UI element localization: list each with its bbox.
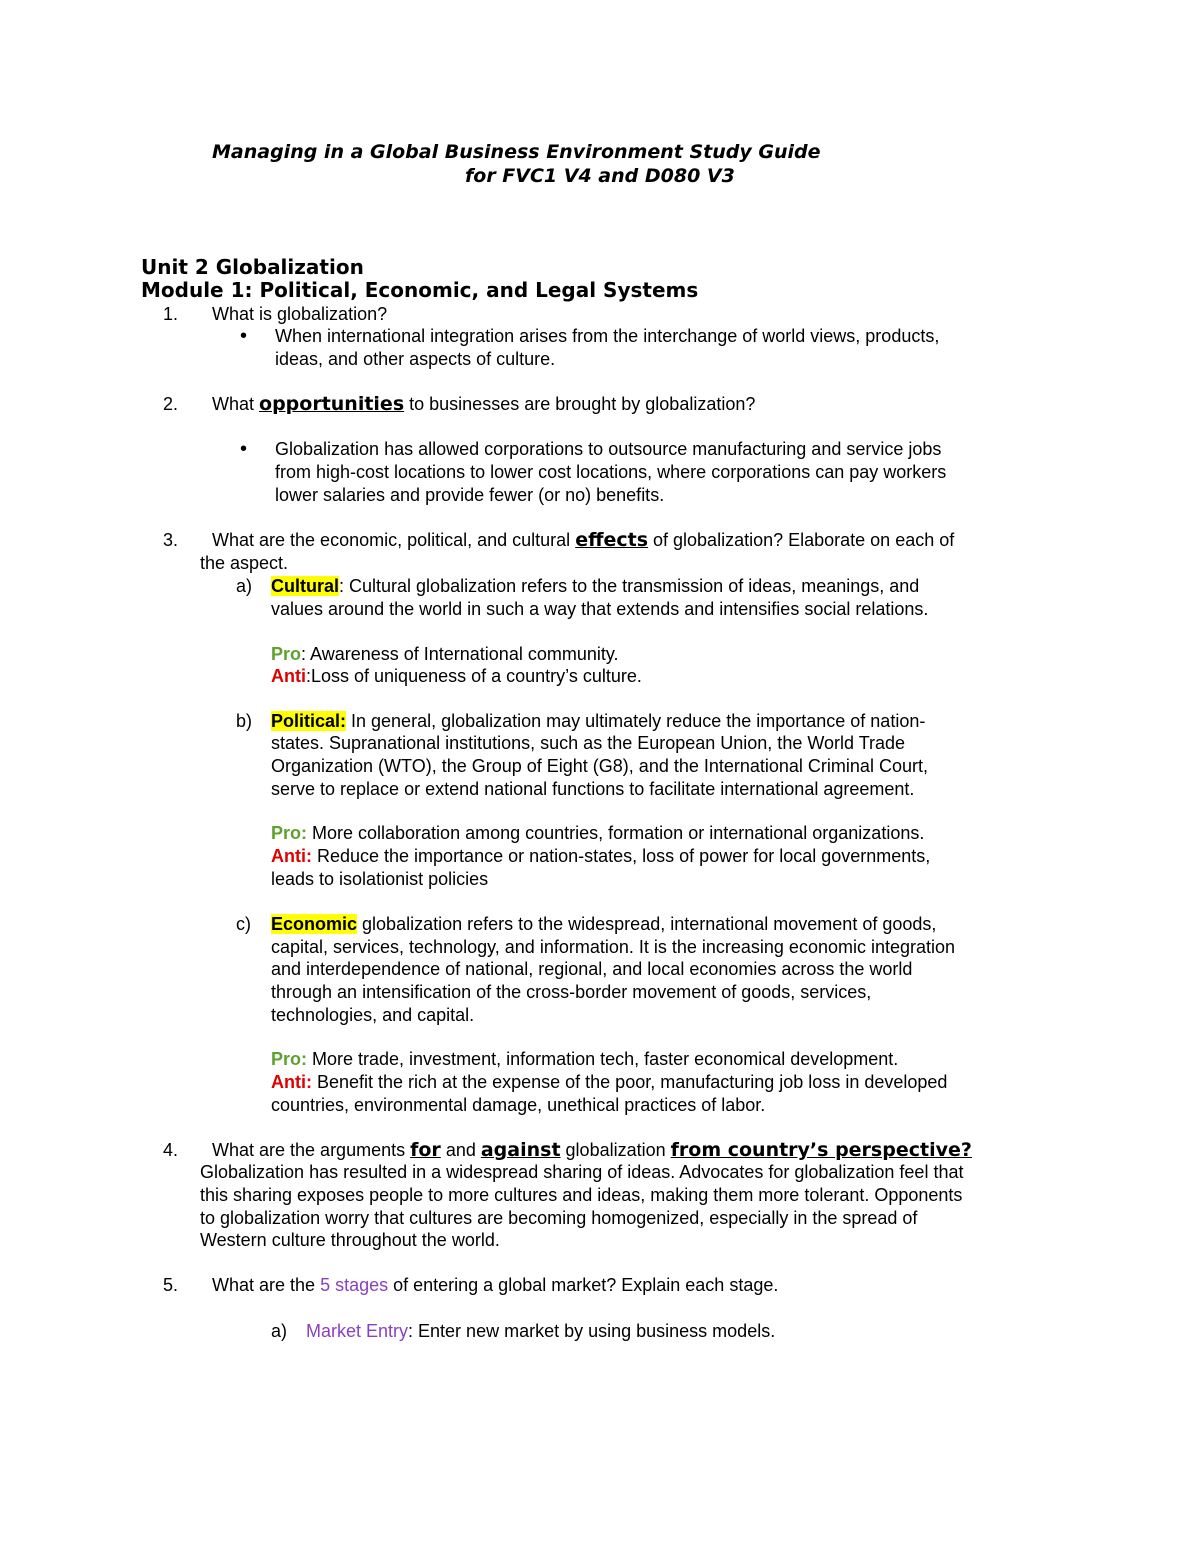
q3a-pro-text: : Awareness of International community. <box>301 644 619 664</box>
q3a-pro-label: Pro <box>271 644 302 664</box>
q3b-line3: Organization (WTO), the Group of Eight (G8), and the International Criminal Court, <box>271 756 928 776</box>
q4-answer-line1: Globalization has resulted in a widespread sharing of ideas. Advocates for globalization feel that <box>200 1162 964 1182</box>
q3b-text: In general, globalization may ultimately reduce the importance of nation- <box>346 711 926 731</box>
q2-answer-line3: lower salaries and provide fewer (or no) benefits. <box>275 485 665 505</box>
q4-answer-line2: this sharing exposes people to more cultures and ideas, making them more tolerant. Opponents <box>200 1185 963 1205</box>
q3c-anti <box>271 1071 947 1093</box>
q3c-pro-text: More trade, investment, information tech, faster economical development. <box>307 1049 899 1069</box>
q3c-pro-label: Pro: <box>271 1049 307 1069</box>
q4-question-mid2: globalization <box>560 1140 671 1160</box>
unit-heading: Unit 2 Globalization <box>141 255 364 279</box>
q5-number: 5. <box>163 1275 179 1295</box>
q3b-anti-label: Anti: <box>271 846 312 866</box>
q3b-anti-line2: leads to isolationist policies <box>271 869 489 889</box>
q4-answer-line3: to globalization worry that cultures are becoming homogenized, especially in the spread of <box>200 1208 918 1228</box>
q2-answer-line1: Globalization has allowed corporations to outsource manufacturing and service jobs <box>275 439 942 459</box>
q3c-label-economic: Economic <box>271 914 358 934</box>
q3c-line5: technologies, and capital. <box>271 1005 475 1025</box>
q3b-label-political: Political: <box>271 711 347 731</box>
q3a-label-cultural: Cultural <box>271 576 340 596</box>
q4-answer-line4: Western culture throughout the world. <box>200 1230 500 1250</box>
q3a-anti <box>271 665 642 687</box>
q5a-line <box>306 1320 775 1342</box>
q3b-pro-label: Pro: <box>271 823 307 843</box>
doc-title-line1: Managing in a Global Business Environment Study Guide <box>212 141 821 163</box>
q3a-text: : Cultural globalization refers to the transmission of ideas, meanings, and <box>339 576 920 596</box>
q1-bullet: • <box>240 325 248 347</box>
q3-question-post: of globalization? Elaborate on each of <box>648 530 955 550</box>
q5-keyword: 5 stages <box>320 1275 389 1295</box>
q3a-line1 <box>271 575 919 597</box>
q5a-marker: a) <box>271 1321 288 1341</box>
q5a-text: : Enter new market by using business models. <box>408 1321 776 1341</box>
q4-keyword-perspective: from country’s perspective? <box>670 1139 972 1161</box>
q3b-line4: serve to replace or extend national functions to facilitate international agreement. <box>271 779 915 799</box>
q3a-anti-label: Anti <box>271 666 306 686</box>
q2-question-pre: What <box>212 394 260 414</box>
q1-answer-line2: ideas, and other aspects of culture. <box>275 349 556 369</box>
doc-title-line2: for FVC1 V4 and D080 V3 <box>465 165 735 187</box>
module-heading: Module 1: Political, Economic, and Legal Systems <box>141 278 699 302</box>
q2-bullet: • <box>240 438 248 460</box>
q3b-pro <box>271 822 924 844</box>
q2-question-post: to businesses are brought by globalization? <box>404 394 756 414</box>
q3-question-line2: the aspect. <box>200 553 289 573</box>
q3c-pro <box>271 1048 898 1070</box>
q3a-marker: a) <box>236 576 253 596</box>
q1-question: What is globalization? <box>212 304 388 324</box>
q3-number: 3. <box>163 530 179 550</box>
q3c-marker: c) <box>236 914 251 934</box>
q3c-anti-line2: countries, environmental damage, unethical practices of labor. <box>271 1095 766 1115</box>
q4-question-mid: and <box>440 1140 481 1160</box>
q4-question <box>212 1139 972 1161</box>
q4-number: 4. <box>163 1140 179 1160</box>
q2-question <box>212 393 755 415</box>
q3-question-pre: What are the economic, political, and cultural <box>212 530 576 550</box>
q3c-text: globalization refers to the widespread, international movement of goods, <box>357 914 937 934</box>
q3c-line3: and interdependence of national, regional, and local economies across the world <box>271 959 913 979</box>
q4-keyword-for: for <box>410 1139 441 1161</box>
q2-answer-line2: from high-cost locations to lower cost locations, where corporations can pay workers <box>275 462 947 482</box>
q3b-pro-text: More collaboration among countries, formation or international organizations. <box>307 823 925 843</box>
q1-answer-line1: When international integration arises from the interchange of world views, products, <box>275 326 940 346</box>
q3a-line2: values around the world in such a way that extends and intensifies social relations. <box>271 599 929 619</box>
q3c-line2: capital, services, technology, and information. It is the increasing economic integration <box>271 937 956 957</box>
q3b-anti <box>271 845 930 867</box>
q4-keyword-against: against <box>480 1139 561 1161</box>
q4-question-pre: What are the arguments <box>212 1140 411 1160</box>
q2-number: 2. <box>163 394 179 414</box>
q3c-anti-label: Anti: <box>271 1072 312 1092</box>
q5-question <box>212 1274 778 1296</box>
q5a-label: Market Entry <box>306 1321 409 1341</box>
q3-question <box>212 529 954 551</box>
q3b-line1 <box>271 710 925 732</box>
q3a-anti-text: :Loss of uniqueness of a country’s culture. <box>306 666 642 686</box>
q2-keyword: opportunities <box>259 393 405 415</box>
q5-question-pre: What are the <box>212 1275 321 1295</box>
q3c-anti-text: Benefit the rich at the expense of the poor, manufacturing job loss in developed <box>311 1072 948 1092</box>
q3-keyword: effects <box>575 529 649 551</box>
q1-number: 1. <box>163 304 179 324</box>
q3b-marker: b) <box>236 711 253 731</box>
q3c-line1 <box>271 913 936 935</box>
q3a-pro <box>271 643 619 665</box>
q3b-anti-text: Reduce the importance or nation-states, loss of power for local governments, <box>311 846 931 866</box>
q5-question-post: of entering a global market? Explain each stage. <box>388 1275 779 1295</box>
q3b-line2: states. Supranational institutions, such as the European Union, the World Trade <box>271 733 906 753</box>
q3c-line4: through an intensification of the cross-border movement of goods, services, <box>271 982 872 1002</box>
